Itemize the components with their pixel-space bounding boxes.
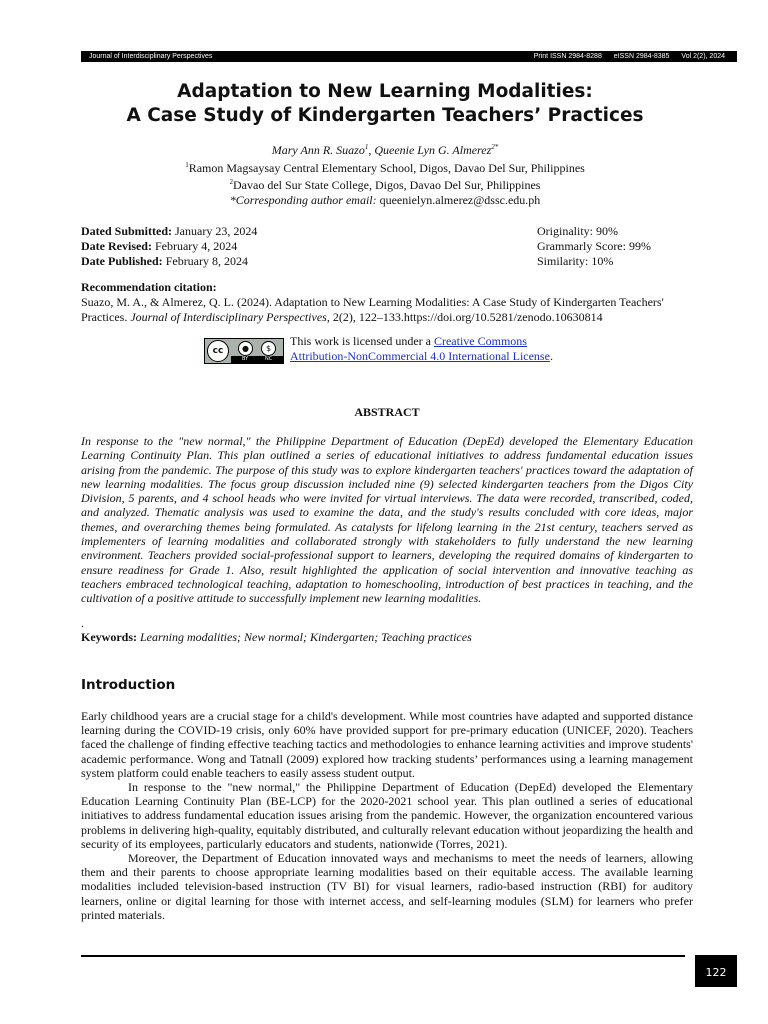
- introduction-body: [81, 709, 693, 922]
- license-text: [290, 334, 610, 363]
- journal-header-bar: [81, 51, 737, 62]
- volume: Vol 2(2), 2024: [681, 53, 725, 60]
- author-separator: ,: [368, 143, 375, 157]
- author-1: Mary Ann R. Suazo: [271, 143, 365, 157]
- noncommercial-icon: $: [261, 341, 276, 356]
- affiliation-2: [81, 175, 689, 193]
- author-2-sup: 2*: [491, 143, 499, 151]
- issn-volume: [524, 51, 725, 62]
- scores-block: [537, 224, 651, 269]
- citation-text-b: , 2(2), 122–133.https://doi.org/10.5281/zenodo.10630814: [326, 310, 603, 324]
- title-line-1: Adaptation to New Learning Modalities:: [177, 81, 593, 102]
- license-block: [204, 334, 604, 364]
- citation-journal: Journal of Interdisciplinary Perspectives: [130, 310, 327, 324]
- license-suffix: .: [549, 348, 553, 363]
- attribution-icon: ●: [238, 341, 253, 356]
- abstract-heading: ABSTRACT: [354, 405, 420, 419]
- corresponding-label: *Corresponding author email:: [229, 192, 377, 207]
- citation-text-a: Suazo, M. A., & Almerez, Q. L. (2024). Adaptation to New Learning Modalities: A Case Study of Kindergarten Teachers' Practices.: [81, 295, 664, 324]
- journal-name: Journal of Interdisciplinary Perspectives: [89, 53, 213, 60]
- similarity-score: Similarity: 10%: [537, 254, 614, 268]
- title-line-2: A Case Study of Kindergarten Teachers’ Practices: [126, 105, 644, 126]
- cc-icon: cc: [207, 340, 229, 362]
- abstract-trailing-dot: .: [81, 616, 84, 630]
- corresponding-author: [81, 193, 689, 208]
- license-link-2[interactable]: Attribution-NonCommercial 4.0 International License: [290, 348, 550, 363]
- affiliation-1: [81, 158, 689, 176]
- author-names: [81, 140, 689, 158]
- introduction-heading: Introduction: [81, 677, 176, 693]
- intro-paragraph-3: Moreover, the Department of Education innovated ways and mechanisms to meet the needs of learners, allowing them and their parents to choose appropriate learning modalities based on their equitable access. The available learning modalities included television-based instruction (TV BI) for visual learners, radio-based instruction (RBI) for auditory learners, online or digital learning for those with internet access, and self-learning modules (SLM) for learners who prefer printed materials.: [81, 851, 693, 922]
- date-revised: [81, 239, 257, 254]
- keywords-label: Keywords:: [81, 630, 137, 644]
- date-published-value: February 8, 2024: [162, 254, 249, 268]
- badge-nc-label: NC: [265, 356, 273, 362]
- date-submitted-value: January 23, 2024: [172, 224, 258, 238]
- author-2: Queenie Lyn G. Almerez: [374, 143, 492, 157]
- date-published-label: Date Published:: [81, 254, 163, 268]
- eissn: eISSN 2984-8385: [613, 53, 670, 60]
- abstract-text: In response to the "new normal," the Philippine Department of Education (DepEd) developed the Elementary Education Learning Continuity Plan. This plan outlined a series of educational initiatives to address fundamental education issues arising from the pandemic. The purpose of this study was to explore kindergarten teachers' practices toward the adaptation of new learning modalities. The focus group discussion included nine (9) selected kindergarten teachers from the Digos City Division, 5 parents, and 4 school heads who were invited for virtual interviews. The data were recorded, transcribed, coded, and analyzed. Thematic analysis was used to examine the data, and the study's results concluded with core ideas, major themes, and overarching themes being formulated. As catalysts for lifelong learning in the 21st century, teachers served as implementers of learning modalities and collaborated strongly with stakeholders to fully understand the new learning environment. Teachers provided social-professional support to learners, developing the required domains of kindergarten to ensure readiness for Grade 1. Also, result highlighted the application of social intervention and innovative teaching as teachers embraced technological teaching, adaptation to homeschooling, introduction of best practices in teaching, and the cultivation of a positive attitude to successfully implement new learning modalities.: [81, 434, 693, 606]
- date-published: [81, 254, 257, 269]
- date-submitted: [81, 224, 257, 239]
- paper-title: [81, 80, 689, 128]
- page-number: 122: [695, 955, 737, 987]
- license-link-1[interactable]: Creative Commons: [433, 334, 527, 348]
- cc-by-nc-badge[interactable]: [204, 338, 284, 364]
- grammarly-score: Grammarly Score: 99%: [537, 239, 651, 253]
- keywords-text: Learning modalities; New normal; Kindergarten; Teaching practices: [137, 630, 472, 644]
- license-prefix: This work is licensed under a: [290, 334, 434, 348]
- intro-paragraph-2: In response to the "new normal," the Philippine Department of Education (DepEd) developed the Elementary Education Learning Continuity Plan (BE-LCP) for the 2020-2021 school year. This plan outlined a series of educational initiatives to address fundamental education issues arising from the pandemic. However, the organization encountered various problems in delivering high-quality, equitably distributed, and culturally relevant education without jeopardizing the health and security of its employees, particularly educators and students, nationwide (Torres, 2021).: [81, 780, 693, 851]
- recommendation-citation: [81, 280, 693, 325]
- date-submitted-label: Dated Submitted:: [81, 224, 173, 238]
- date-revised-label: Date Revised:: [81, 239, 152, 253]
- affiliation-2-text: Davao del Sur State College, Digos, Davao Del Sur, Philippines: [233, 178, 541, 192]
- badge-strip: [231, 356, 283, 363]
- date-revised-value: February 4, 2024: [151, 239, 238, 253]
- citation-text: [81, 295, 693, 325]
- dates-block: [81, 224, 257, 269]
- badge-by-label: BY: [242, 356, 249, 362]
- authors-block: [81, 140, 689, 207]
- affiliation-1-text: Ramon Magsaysay Central Elementary School, Digos, Davao Del Sur, Philippines: [188, 160, 585, 175]
- footer-rule: [81, 955, 685, 957]
- originality-score: Originality: 90%: [537, 224, 618, 238]
- affiliation-2-sup: 2: [229, 178, 233, 186]
- citation-label: Recommendation citation:: [81, 280, 217, 294]
- print-issn: Print ISSN 2984-8288: [533, 53, 602, 60]
- corresponding-email[interactable]: queenielyn.almerez@dssc.edu.ph: [376, 192, 541, 207]
- affiliation-1-sup: 1: [185, 160, 189, 169]
- keywords: [81, 630, 472, 645]
- author-1-sup: 1: [364, 143, 369, 151]
- intro-paragraph-1: Early childhood years are a crucial stage for a child's development. While most countries have adapted and supported distance learning during the COVID-19 crisis, only 60% have provided support for pre-primary education (UNICEF, 2020). Teachers faced the challenge of finding effective teaching tactics and methodologies to enhance learning activities and improve students' academic performance. Wong and Tatnall (2009) explored how tracking students’ performances using a learning management system platform could enable teachers to easily assess student output.: [81, 709, 693, 780]
